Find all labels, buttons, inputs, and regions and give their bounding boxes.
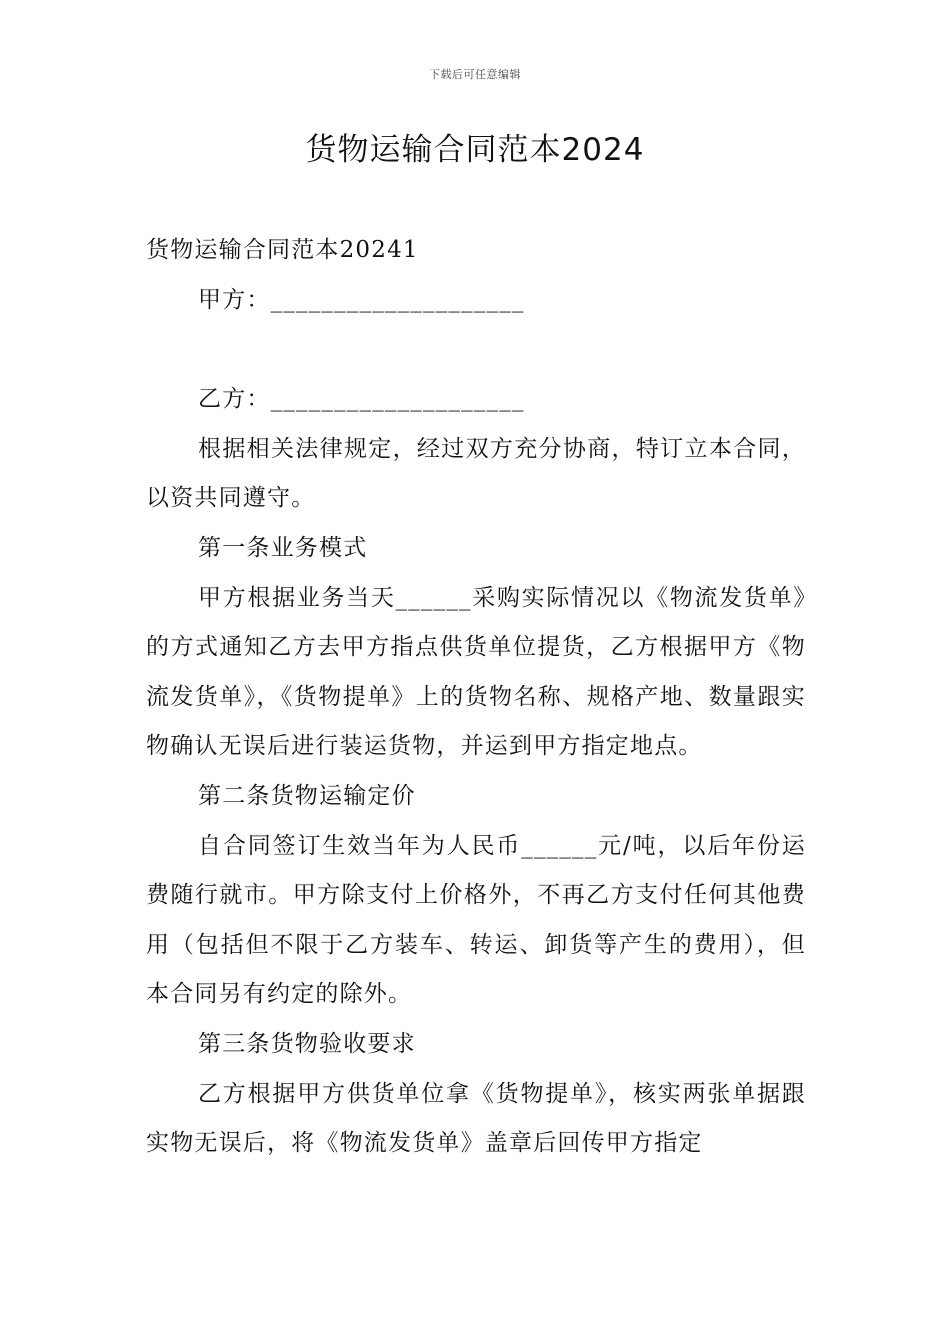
document-body [146,226,806,1169]
header-note: 下载后可任意编辑 [429,68,521,81]
document-title: 货物运输合同范本2024 [305,132,645,168]
document-subtitle: 货物运输合同范本20241 [146,237,419,263]
article-3-heading: 第三条货物验收要求 [198,1030,416,1057]
article-2-text: 自合同签订生效当年为人民币______元/吨，以后年份运费随行就市。甲方除支付上价格外，不再乙方支付任何其他费用（包括但不限于乙方装车、转运、卸货等产生的费用），但本合同另有约定的除外。 [146,832,806,1008]
article-1-text: 甲方根据业务当天______采购实际情况以《物流发货单》的方式通知乙方去甲方指点供货单位提货，乙方根据甲方《物流发货单》，《货物提单》上的货物名称、规格产地、数量跟实物确认无误后进行装运货物，并运到甲方指定地点。 [146,584,806,760]
article-2-heading: 第二条货物运输定价 [198,782,416,809]
party-b-line: 乙方：____________________ [198,386,525,413]
article-1-heading: 第一条业务模式 [198,534,368,561]
article-3-text: 乙方根据甲方供货单位拿《货物提单》，核实两张单据跟实物无误后，将《物流发货单》盖章后回传甲方指定 [146,1080,806,1157]
intro-paragraph: 根据相关法律规定，经过双方充分协商，特订立本合同，以资共同遵守。 [146,435,806,512]
blank-gap [146,325,806,375]
party-a-line: 甲方：____________________ [198,286,525,313]
